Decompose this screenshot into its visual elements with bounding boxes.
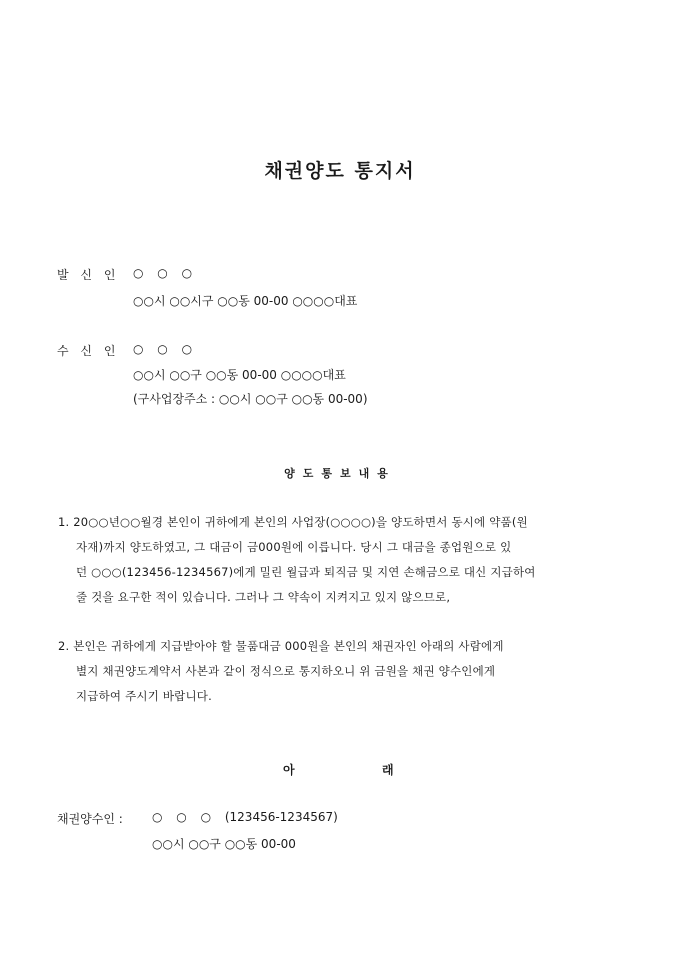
assignee-address: ○○시 ○○구 ○○동 00-00 — [152, 837, 296, 851]
below-heading-right: 래 — [382, 763, 394, 777]
assignee-label: 채권양수인 : — [57, 812, 123, 826]
paragraph-1-line-3: 던 ○○○(123456-1234567)에게 밀린 월급과 퇴직금 및 지연 손해금으로 대신 지급하여 — [76, 565, 536, 579]
receiver-label: 수 신 인 — [57, 344, 120, 358]
below-heading-left: 아 — [283, 763, 295, 777]
document-title: 채권양도 통지서 — [264, 160, 416, 182]
paragraph-1-line-2: 자재)까지 양도하였고, 그 대금이 금000원에 이릅니다. 당시 그 대금을 종업원으로 있 — [76, 540, 512, 554]
assignee-name-id: ○ ○ ○ (123456-1234567) — [152, 810, 338, 824]
receiver-former-address: (구사업장주소 : ○○시 ○○구 ○○동 00-00) — [133, 392, 368, 406]
paragraph-1-line-1: 1. 20○○년○○월경 본인이 귀하에게 본인의 사업장(○○○○)을 양도하면서 동시에 약품(원 — [58, 515, 528, 529]
sender-label: 발 신 인 — [57, 268, 120, 282]
sender-name: ○ ○ ○ — [133, 266, 193, 280]
paragraph-2-line-2: 별지 채권양도계약서 사본과 같이 정식으로 통지하오니 위 금원을 채권 양수인에게 — [76, 664, 496, 678]
section-heading: 양도통보내용 — [284, 467, 396, 480]
receiver-address: ○○시 ○○구 ○○동 00-00 ○○○○대표 — [133, 368, 346, 382]
paragraph-2-line-3: 지급하여 주시기 바랍니다. — [76, 689, 212, 703]
sender-address: ○○시 ○○시구 ○○동 00-00 ○○○○대표 — [133, 294, 358, 308]
receiver-name: ○ ○ ○ — [133, 342, 193, 356]
paragraph-2-line-1: 2. 본인은 귀하에게 지급받아야 할 물품대금 000원을 본인의 채권자인 아래의 사람에게 — [58, 639, 504, 653]
paragraph-1-line-4: 줄 것을 요구한 적이 있습니다. 그러나 그 약속이 지켜지고 있지 않으므로, — [76, 590, 451, 604]
